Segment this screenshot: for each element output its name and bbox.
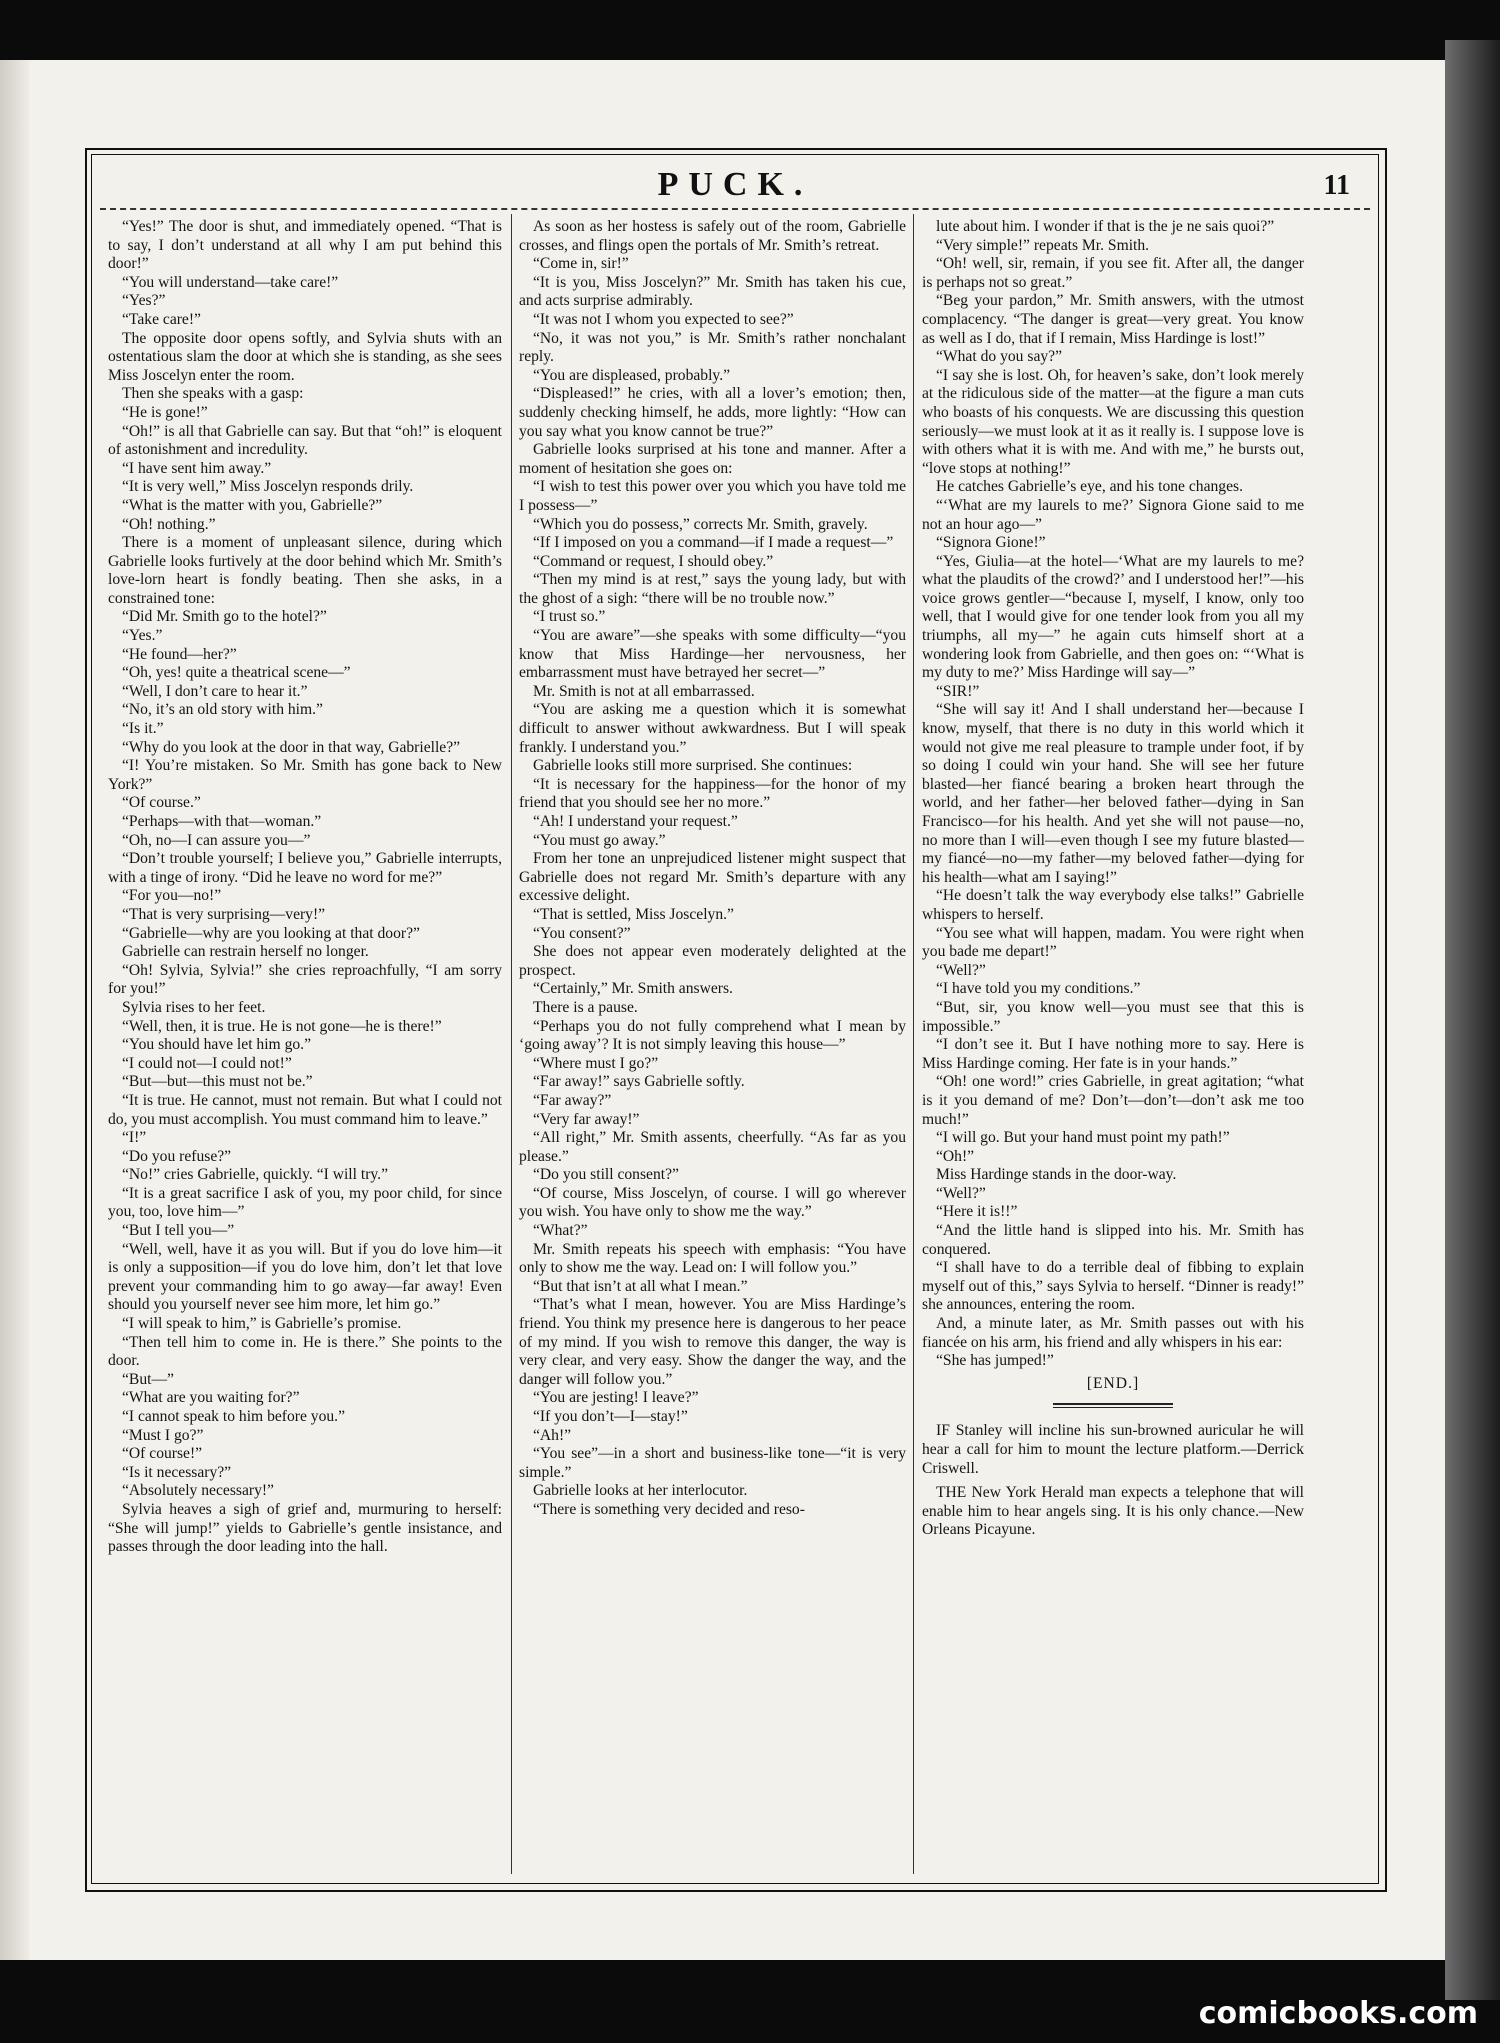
paragraph: Then she speaks with a gasp: [122, 385, 304, 403]
paragraph: From her tone an unprejudiced listener might suspect that Gabrielle does not regard Mr. Smith’s departure with any excessive delight. [519, 850, 906, 905]
paragraph: “Well, well, have it as you will. But if you do love him—it is only a supposition—if you do love him, don’t let that love prevent your commanding him to go away—far away! Even should you yourself never see him more, let him go.” [108, 1240, 502, 1314]
paragraph: “That is very surprising—very!” [122, 905, 326, 923]
paragraph: “Well?” [936, 961, 986, 979]
paragraph: “Ah! I understand your request.” [533, 813, 738, 830]
paragraph: “Take care!” [122, 310, 201, 328]
paragraph: Miss Hardinge stands in the door-way. [936, 1166, 1177, 1184]
paragraph: “You should have let him go.” [122, 1036, 311, 1054]
paragraph: “Beg your pardon,” Mr. Smith answers, with the utmost complacency. “The danger is great—very great. You know as well as I do, that if I remain, Miss Hardinge is lost!” [922, 292, 1304, 347]
paragraph: “No, it was not you,” is Mr. Smith’s rather nonchalant reply. [519, 329, 906, 366]
paragraph: “Must I go?” [122, 1426, 204, 1444]
paragraph: “Of course, Miss Joscelyn, of course. I will go wherever you wish. You have only to show me the way.” [519, 1184, 906, 1221]
paragraph: Sylvia rises to her feet. [122, 998, 266, 1016]
paragraph: “Do you still consent?” [533, 1166, 679, 1184]
watermark: comicbooks.com [1198, 1996, 1478, 2031]
paragraph: “You will understand—take care!” [122, 273, 339, 291]
paragraph: “That’s what I mean, however. You are Miss Hardinge’s friend. You think my presence here is dangerous to her peace of my mind. If you wish to remove this danger, the way is very clear, and very easy. Show the danger the way, and the danger will follow you.” [519, 1296, 906, 1388]
paragraph: “You see”—in a short and business-like tone—“it is very simple.” [519, 1445, 906, 1481]
header-rule [100, 208, 1370, 210]
paragraph: “Displeased!” he cries, with all a lover’s emotion; then, suddenly checking himself, he adds, more lightly: “How can you say what you know cannot be true?” [519, 385, 906, 440]
paragraph: “What do you say?” [936, 348, 1062, 366]
paragraph: There is a pause. [533, 998, 638, 1016]
binding-shadow [1445, 40, 1500, 2000]
paragraph: “I!” [122, 1129, 147, 1147]
paragraph: “I! You’re mistaken. So Mr. Smith has gone back to New York?” [108, 757, 502, 793]
page-number: 11 [1323, 170, 1350, 201]
paragraph: “It is you, Miss Joscelyn?” Mr. Smith has taken his cue, and acts surprise admirably. [519, 273, 906, 310]
paragraph: “You see what will happen, madam. You were right when you bade me depart!” [922, 924, 1304, 961]
paragraph: “You are aware”—she speaks with some difficulty—“you know that Miss Hardinge—her nervousness, her embarrassment must have betrayed her secret—” [519, 627, 906, 682]
paragraph: “Then tell him to come in. He is there.” She points to the door. [108, 1333, 502, 1370]
paragraph: “Ah!” [533, 1426, 572, 1444]
paragraph: Sylvia heaves a sigh of grief and, murmuring to herself: “She will jump!” yields to Gabrielle’s gentle insistance, and passes through the door leading into the hall. [108, 1500, 502, 1556]
paragraph: “No, it’s an old story with him.” [122, 701, 323, 719]
paragraph: Mr. Smith repeats his speech with emphasis: “You have only to show me the way. Lead on: I will follow you.” [519, 1240, 906, 1277]
paragraph: “Perhaps you do not fully comprehend what I mean by ‘going away’? It is not simply leaving this house—” [519, 1017, 906, 1054]
paragraph: “It is necessary for the happiness—for the honor of my friend that you should see her no more.” [519, 775, 906, 812]
paragraph: “He doesn’t talk the way everybody else talks!” Gabrielle whispers to herself. [922, 887, 1304, 923]
paragraph: “You are displeased, probably.” [533, 366, 731, 384]
paragraph: “Well, then, it is true. He is not gone—he is there!” [122, 1017, 442, 1035]
section-rule [1053, 1403, 1173, 1408]
paragraph: “It is very well,” Miss Joscelyn responds drily. [122, 478, 414, 496]
paragraph: “No!” cries Gabrielle, quickly. “I will try.” [122, 1166, 388, 1184]
paragraph: Gabrielle looks surprised at his tone and manner. After a moment of hesitation she goes on: [519, 441, 906, 477]
paragraph: “But that isn’t at all what I mean.” [533, 1277, 748, 1295]
paragraph: “Is it necessary?” [122, 1463, 232, 1481]
paragraph: He catches Gabrielle’s eye, and his tone changes. [936, 478, 1243, 496]
paragraph: “I will go. But your hand must point my path!” [936, 1129, 1230, 1147]
paragraph: There is a moment of unpleasant silence, during which Gabrielle looks furtively at the door behind which Mr. Smith’s love-lorn heart is fondly beating. Then she asks, in a constrained tone: [108, 534, 502, 607]
paragraph: “You consent?” [533, 924, 631, 942]
paragraph: “All right,” Mr. Smith assents, cheerfully. “As far as you please.” [519, 1129, 906, 1165]
paragraph: “Signora Gione!” [936, 534, 1046, 552]
paragraph: “Oh! Sylvia, Sylvia!” she cries reproachfully, “I am sorry for you!” [108, 961, 502, 998]
paragraph: Gabrielle looks still more surprised. She continues: [533, 757, 853, 775]
paragraph: “Here it is!!” [936, 1203, 1018, 1221]
paragraph: “Oh! one word!” cries Gabrielle, in great agitation; “what is it you demand of me? Don’t—don’t—don’t ask me too much!” [922, 1073, 1304, 1128]
paragraph: “What?” [533, 1222, 588, 1240]
paragraph: “Far away?” [533, 1091, 612, 1109]
paragraph: “Then my mind is at rest,” says the young lady, but with the ghost of a sigh: “there will be no trouble now.” [519, 571, 906, 607]
paragraph: And, a minute later, as Mr. Smith passes out with his fiancée on his arm, his friend and ally whispers in his ear: [922, 1315, 1304, 1351]
story-column-1 [108, 218, 502, 1868]
paragraph: “Yes?” [122, 292, 166, 310]
paragraph: “Oh! well, sir, remain, if you see fit. After all, the danger is perhaps not so great.” [922, 255, 1304, 291]
paragraph: “Is it.” [122, 720, 164, 738]
paragraph: “I trust so.” [533, 608, 606, 626]
paragraph: “What is the matter with you, Gabrielle?” [122, 496, 383, 514]
paragraph: “Do you refuse?” [122, 1147, 232, 1165]
paragraph: “But—but—this must not be.” [122, 1073, 313, 1091]
paragraph: “Very simple!” repeats Mr. Smith. [936, 236, 1150, 254]
paragraph: “But I tell you—” [122, 1222, 235, 1240]
masthead-title: PUCK. [657, 166, 813, 203]
paragraph: “SIR!” [936, 682, 980, 700]
paragraph: “Of course!” [122, 1445, 203, 1463]
paragraph: “He found—her?” [122, 645, 237, 663]
paragraph: She does not appear even moderately delighted at the prospect. [519, 943, 906, 979]
paragraph: “Of course.” [122, 794, 201, 812]
paragraph: “I wish to test this power over you which you have told me I possess—” [519, 478, 906, 514]
paragraph: Gabrielle looks at her interlocutor. [533, 1482, 748, 1500]
paragraph: Gabrielle can restrain herself no longer. [122, 943, 369, 961]
paragraph: “Yes.” [122, 627, 163, 645]
paragraph: “But, sir, you know well—you must see that this is impossible.” [922, 998, 1304, 1035]
paragraph: Mr. Smith is not at all embarrassed. [533, 682, 755, 700]
paragraph: “Well, I don’t care to hear it.” [122, 682, 308, 700]
story-column-2 [519, 218, 906, 1868]
paragraph: “I have told you my conditions.” [936, 980, 1141, 998]
paragraph: “‘What are my laurels to me?’ Signora Gione said to me not an hour ago—” [922, 496, 1304, 533]
paragraph: “I have sent him away.” [122, 459, 272, 477]
paragraph: “Far away!” says Gabrielle softly. [533, 1073, 745, 1091]
paragraph: “I say she is lost. Oh, for heaven’s sake, don’t look merely at the ridiculous side of the matter—at the figure a man cuts who boasts of his conquests. We are discussing this question seriously—we must look at it as it really is. I suppose love is with others what it is with me. And with me,” he bursts out, “love stops at nothing!” [922, 366, 1304, 477]
paragraph: “Certainly,” Mr. Smith answers. [533, 980, 733, 998]
paragraph: “You are asking me a question which it is somewhat difficult to answer without awkwardness. But I will speak frankly. I understand you.” [519, 701, 906, 756]
paragraph: As soon as her hostess is safely out of the room, Gabrielle crosses, and flings open the portals of Mr. Smith’s retreat. [519, 218, 906, 254]
paragraph: “For you—no!” [122, 887, 222, 905]
paragraph: “You must go away.” [533, 831, 666, 849]
paragraph: “Did Mr. Smith go to the hotel?” [122, 608, 327, 626]
paragraph: “Absolutely necessary!” [122, 1482, 274, 1500]
paragraph: “You are jesting! I leave?” [533, 1389, 699, 1407]
paragraph: The opposite door opens softly, and Sylvia shuts with an ostentatious slam the door at which she is standing, as she sees Miss Joscelyn enter the room. [108, 329, 502, 384]
paragraph: “Where must I go?” [533, 1054, 659, 1072]
paragraph: “I will speak to him,” is Gabrielle’s promise. [122, 1315, 402, 1333]
paragraph: “It is true. He cannot, must not remain. But what I could not do, you must accomplish. You must command him to leave.” [108, 1091, 502, 1128]
paragraph: “If I imposed on you a command—if I made a request—” [533, 534, 894, 552]
paragraph: “Oh, no—I can assure you—” [122, 831, 311, 849]
column-divider [511, 214, 512, 1874]
paragraph: “Command or request, I should obey.” [533, 552, 774, 570]
paragraph: “Oh!” [936, 1147, 975, 1165]
paragraph: “I don’t see it. But I have nothing more to say. Here is Miss Hardinge coming. Her fate is in your hands.” [922, 1036, 1304, 1072]
paragraph: “Why do you look at the door in that way, Gabrielle?” [122, 738, 461, 756]
paragraph: “Perhaps—with that—woman.” [122, 813, 322, 830]
paragraph: “Oh, yes! quite a theatrical scene—” [122, 664, 351, 682]
paragraph: “Gabrielle—why are you looking at that door?” [122, 924, 420, 942]
paragraph: “He is gone!” [122, 403, 208, 421]
paragraph: “Very far away!” [533, 1110, 640, 1128]
paragraph: “Come in, sir!” [533, 255, 629, 273]
paragraph: “Yes, Giulia—at the hotel—‘What are my laurels to me? what the plaudits of the crowd?’ and I understood her!”—his voice grows gentler—“because I, myself, I know, only too well, that I would give for one tender look from you all my triumphs, all my—” he again cuts himself short at a wondering look from Gabrielle, and then goes on: “‘What is my duty to me?’ Miss Hardinge will say—” [922, 552, 1304, 682]
paragraph: “I shall have to do a terrible deal of fibbing to explain myself out of this,” says Sylvia to herself. “Dinner is ready!” she announces, entering the room. [922, 1259, 1304, 1314]
paragraph: “Well?” [936, 1184, 986, 1202]
story-column-3 [922, 218, 1304, 1868]
paragraph: “There is something very decided and reso- [533, 1500, 805, 1518]
paragraph: “Which you do possess,” corrects Mr. Smith, gravely. [533, 515, 868, 533]
news-note: THE New York Herald man expects a telephone that will enable him to hear angels sing. It is his only chance.—New Orleans Picayune. [922, 1484, 1304, 1539]
masthead [100, 160, 1370, 210]
paragraph: “She has jumped!” [936, 1352, 1054, 1370]
paragraph: “I cannot speak to him before you.” [122, 1408, 345, 1425]
paragraph: “I could not—I could not!” [122, 1054, 292, 1072]
paragraph: “What are you waiting for?” [122, 1389, 300, 1407]
end-mark: [END.] [1086, 1374, 1140, 1392]
paragraph: “Don’t trouble yourself; I believe you,” Gabrielle interrupts, with a tinge of irony. “Did he leave no word for me?” [108, 850, 502, 886]
paragraph: “But—” [122, 1370, 174, 1388]
paragraph: “And the little hand is slipped into his. Mr. Smith has conquered. [922, 1222, 1304, 1258]
paragraph: “Oh! nothing.” [122, 515, 216, 533]
paragraph: “It is a great sacrifice I ask of you, my poor child, for since you, too, love him—” [108, 1184, 502, 1221]
paragraph: lute about him. I wonder if that is the je ne sais quoi?” [936, 218, 1275, 235]
paragraph: “Oh!” is all that Gabrielle can say. But that “oh!” is eloquent of astonishment and incredulity. [108, 422, 502, 459]
adjacent-page-edge [0, 60, 32, 1960]
paragraph: “If you don’t—I—stay!” [533, 1408, 688, 1425]
paragraph: “It was not I whom you expected to see?” [533, 310, 794, 328]
paragraph: “She will say it! And I shall understand her—because I know, myself, that there is no duty in this world which it would not give me real pleasure to trample under foot, if by so doing I could win your hand. She will see her future blasted—her fiancé bearing a broken heart through the world, and her father—her beloved father—dying in San Francisco—for his health. And yet she will not pause—no, no more than I will—even though I see my future blasted—my fiancé—no—my father—my beloved father—dying for his health—what am I saying!” [922, 701, 1304, 886]
news-note: IF Stanley will incline his sun-browned auricular he will hear a call for him to mount the lecture platform.—Derrick Criswell. [922, 1422, 1304, 1477]
column-divider [913, 214, 914, 1874]
paragraph: “That is settled, Miss Joscelyn.” [533, 905, 734, 923]
paragraph: “Yes!” The door is shut, and immediately opened. “That is to say, I don’t understand at all why I am put behind this door!” [108, 218, 502, 273]
